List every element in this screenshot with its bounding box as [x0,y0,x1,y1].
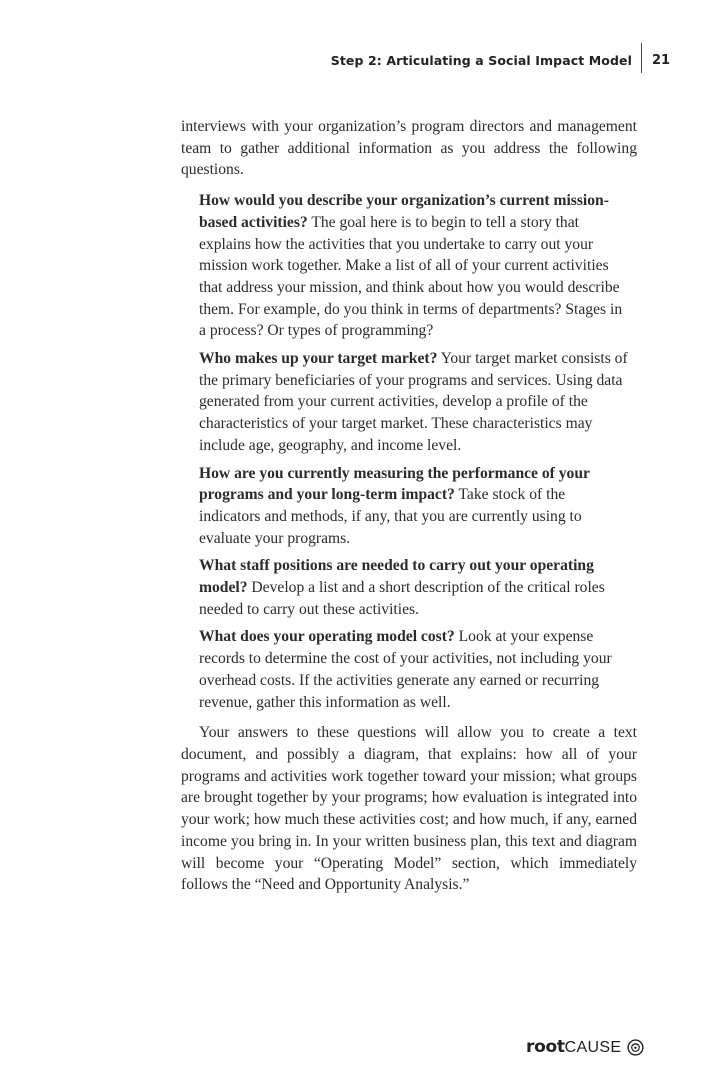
question-heading: What staff positions are needed to carry out your operating model? [199,557,594,597]
logo-text-root: root [526,1037,565,1057]
question-block [199,348,629,457]
question-answer: The goal here is to begin to tell a story that explains how the activities that you undertake to carry out your mission work together. Make a list of all of your current activities that address your mission, and think about how you would describe them. For example, do you think in terms of departments? Stages in a process? Or types of programming? [199,213,623,340]
question-block [199,555,629,620]
question-block [199,190,629,342]
page-number: 21 [652,53,671,68]
question-heading: How are you currently measuring the performance of your programs and your long-term impact? [199,464,590,504]
question-answer: Develop a list and a short description of the critical roles needed to carry out these activities. [199,579,605,618]
running-header [0,51,728,75]
question-block [199,626,629,713]
body-text [181,116,637,896]
conclusion-paragraph: Your answers to these questions will allow you to create a text document, and possibly a diagram, that explains: how all of your programs and activities work together toward your mission; what groups are brought together by your programs; how evaluation is integrated into your work; how much these activities cost; and how much, if any, earned income you bring in. In your written business plan, this text and diagram will become your “Operating Model” section, which immediately follows the “Need and Opportunity Analysis.” [181,724,637,894]
running-header-title: Step 2: Articulating a Social Impact Model [330,53,632,68]
rootcause-logo [526,1037,644,1061]
question-heading: What does your operating model cost? [199,628,455,646]
question-answer: Take stock of the indicators and methods, if any, that you are currently using to evaluate your programs. [199,486,582,547]
question-answer: Your target market consists of the primary beneficiaries of your programs and services. Using data generated from your current activities, develop a profile of the characteristics of your target market. These characteristics may include age, geography, and income level. [199,350,628,454]
header-divider [641,43,642,73]
intro-paragraph: interviews with your organization’s program directors and management team to gather additional information as you address the following questions. [181,118,637,179]
question-heading: How would you describe your organization’s current mission-based activities? [199,192,609,231]
logo-text-cause: CAUSE [564,1039,622,1056]
question-block [199,463,629,550]
question-answer: Look at your expense records to determine the cost of your activities, not including your overhead costs. If the activities generate any earned or recurring revenue, gather this information as well. [199,628,612,711]
rootcause-logo-icon [627,1039,644,1061]
question-heading: Who makes up your target market? [199,350,438,368]
